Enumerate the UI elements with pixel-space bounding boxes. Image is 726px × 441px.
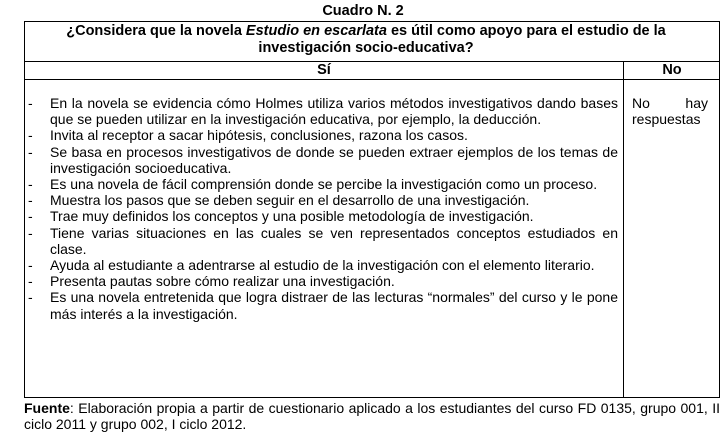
header-bottom-border [24, 79, 720, 80]
list-item: - Es una novela entretenida que logra distraer de las lecturas “normales” del curso y le pone más interés a la investigación. [28, 289, 618, 321]
list-item: - Muestra los pasos que se deben seguir en el desarrollo de una investigación. [28, 192, 618, 208]
table-bottom-border [24, 397, 720, 398]
table-top-border [24, 21, 720, 22]
yes-responses-list [28, 95, 618, 322]
list-item: - En la novela se evidencia cómo Holmes utiliza varios métodos investigativos dando bases que se pueden utilizar en la investigación educativa, por ejemplo, la deducción. [28, 95, 618, 127]
list-item: - Es una novela de fácil comprensión donde se percibe la investigación como un proceso. [28, 176, 618, 192]
no-responses-line-1: No hay [632, 95, 708, 111]
column-header-no: No [662, 62, 682, 78]
list-item: - Se basa en procesos investigativos de donde se pueden extraer ejemplos de los temas de investigación socioeducativa. [28, 144, 618, 176]
question-text-start: ¿Considera que la novela [66, 23, 246, 39]
list-item: - Invita al receptor a sacar hipótesis, conclusiones, razona los casos. [28, 127, 618, 143]
source-text: : Elaboración propia a partir de cuestionario aplicado a los estudiantes del curso FD 0135, grupo 001, II ciclo 2011 y grupo 002, I ciclo 2012. [24, 400, 720, 432]
question-text-end: es útil como apoyo para el estudio de la investigación socio-educativa? [258, 23, 666, 56]
survey-question [24, 23, 708, 57]
no-responses-cell [632, 95, 708, 127]
source-note [24, 400, 720, 432]
column-header-yes: Sí [317, 62, 331, 78]
novel-title: Estudio en escarlata [245, 23, 387, 39]
list-item: - Ayuda al estudiante a adentrarse al estudio de la investigación con el elemento literario. [28, 257, 618, 273]
list-item: - Trae muy definidos los conceptos y una posible metodología de investigación. [28, 208, 618, 224]
no-responses-line-2: respuestas [632, 111, 701, 128]
table-caption: Cuadro N. 2 [322, 3, 404, 19]
list-item: - Tiene varias situaciones en las cuales se ven representados conceptos estudiados en clase. [28, 225, 618, 257]
column-divider [623, 61, 624, 398]
source-label: Fuente [24, 400, 70, 416]
list-item: - Presenta pautas sobre cómo realizar una investigación. [28, 273, 618, 289]
